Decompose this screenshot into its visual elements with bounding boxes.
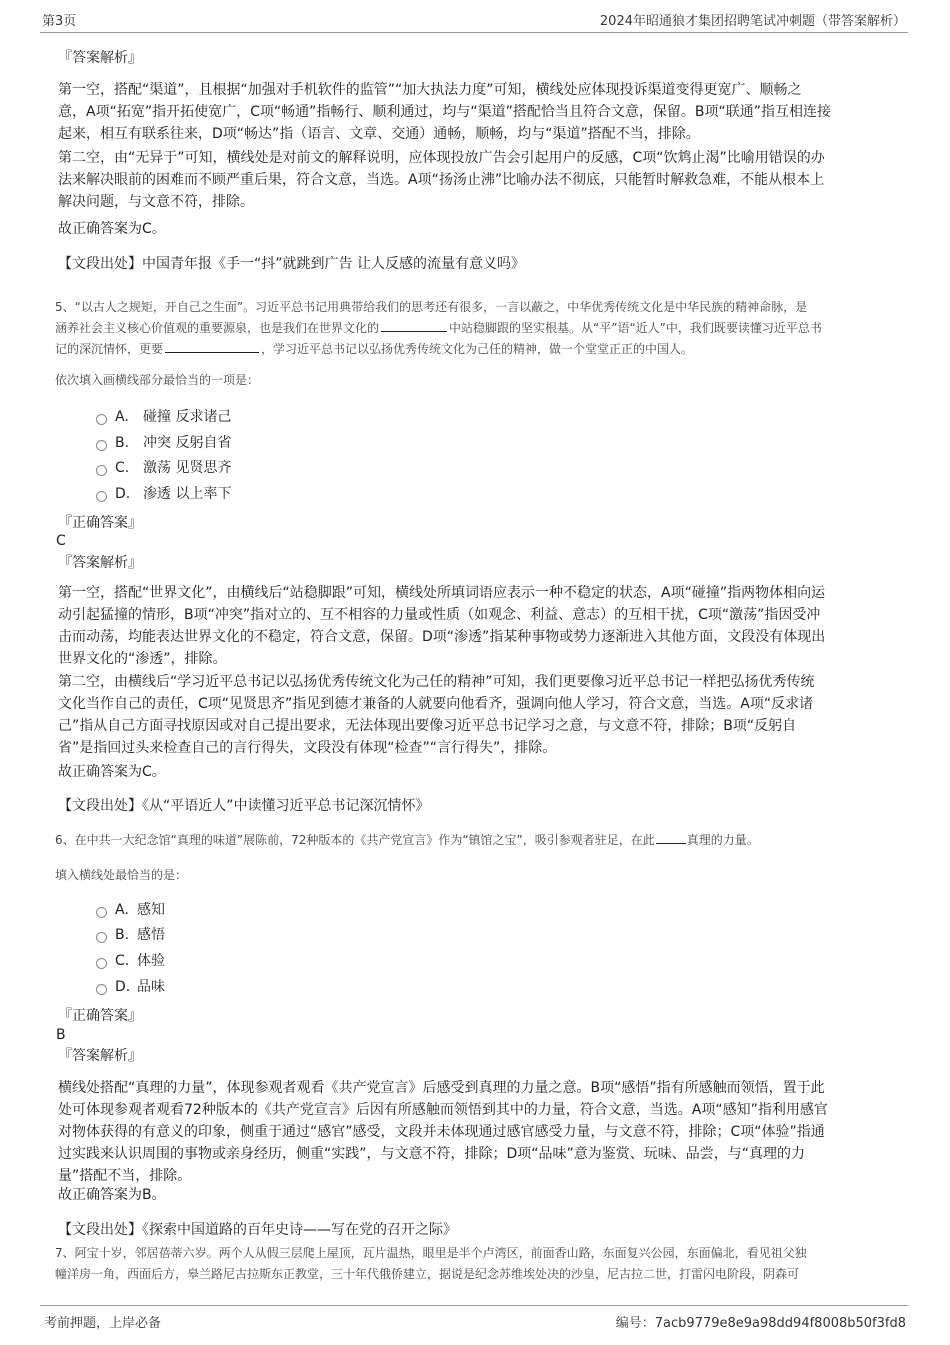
radio-button[interactable] [96, 465, 107, 476]
option-c[interactable] [96, 458, 231, 478]
radio-button[interactable] [96, 440, 107, 451]
option-b[interactable] [96, 925, 165, 945]
option-text: 渗透 以上率下 [143, 486, 232, 502]
analysis-paragraph-2 [58, 147, 825, 213]
option-text: 品味 [137, 979, 165, 995]
option-text: 体验 [137, 953, 165, 969]
option-key: C. [115, 460, 130, 476]
analysis-paragraph-2 [58, 671, 815, 759]
text-segment: 6、在中共一大纪念馆“真理的味道”展陈前，72种版本的《共产党宣言》作为“镇馆之宝”，吸引参观者驻足，在此 [55, 833, 655, 847]
radio-button[interactable] [96, 984, 107, 995]
source: 【文段出处】中国青年报《手一“抖”就跳到广告 让人反感的流量有意义吗》 [58, 256, 525, 272]
correct-answer-label: 『正确答案』 [58, 515, 142, 531]
option-key: B. [115, 927, 130, 943]
text-line [55, 339, 822, 360]
conclusion: 故正确答案为C。 [58, 764, 166, 780]
text-segment: 中站稳脚跟的坚实根基。从“平”语“近人”中，我们既要读懂习近平总书 [449, 321, 822, 335]
text-line: 处可体现参观者观看72种版本的《共产党宣言》后因有所感触而领悟到其中的力量，符合文意，当选。A项“感知”指利用感官 [58, 1102, 828, 1118]
correct-answer: C [56, 533, 66, 549]
radio-button[interactable] [96, 414, 107, 425]
text-line: 解决问题，与文意不符，排除。 [58, 194, 254, 210]
question-6-text [55, 830, 759, 851]
text-line: 己”指从自己方面寻找原因或对自己提出要求，无法体现出要像习近平总书记学习之意，与文意不符，排除；B项“反躬自 [58, 718, 797, 734]
radio-button[interactable] [96, 958, 107, 969]
question-5-text [55, 297, 822, 360]
text-line: 幢洋房一角，西面后方，皋兰路尼古拉斯东正教堂，三十年代俄侨建立，据说是纪念苏维埃处决的沙皇，尼古拉二世，打雷闪电阶段，阴森可 [55, 1267, 800, 1281]
option-c[interactable] [96, 951, 165, 971]
text-line: 法来解决眼前的困难而不顾严重后果，符合文意，当选。A项“扬汤止沸”比喻办法不彻底，只能暂时解救急难，不能从根本上 [58, 172, 825, 188]
correct-answer-label: 『正确答案』 [58, 1008, 142, 1024]
analysis-label: 『答案解析』 [58, 1048, 142, 1064]
option-key: A. [115, 902, 129, 918]
question-7-text [55, 1243, 807, 1285]
question-prompt: 填入横线处最恰当的是： [55, 868, 188, 882]
text-line: 5、“以古人之规矩，开自己之生面”。习近平总书记用典带给我们的思考还有很多，一言以蔽之，中华优秀传统文化是中华民族的精神命脉，是 [55, 300, 808, 314]
option-key: A. [115, 409, 129, 425]
blank-line [381, 319, 447, 332]
footer-slogan: 考前押题，上岸必备 [44, 1316, 162, 1331]
analysis-paragraph-1 [58, 79, 831, 145]
document-title: 2024年昭通狼才集团招聘笔试冲刺题（带答案解析） [599, 14, 906, 29]
option-a[interactable] [96, 900, 165, 920]
radio-button[interactable] [96, 491, 107, 502]
option-key: B. [115, 435, 130, 451]
text-line: 7、阿宝十岁，邻居蓓蒂六岁。两个人从假三层爬上屋顶，瓦片温热，眼里是半个卢湾区，前面香山路，东面复兴公园，东面偏北，看见祖父独 [55, 1246, 807, 1260]
option-text: 冲突 反躬自省 [143, 435, 232, 451]
text-line: 第一空，搭配“渠道”，且根据“加强对手机软件的监管”“加大执法力度”可知，横线处应体现投诉渠道变得更宽广、顺畅之 [58, 82, 802, 98]
text-line: 过实践来认识周围的事物或亲身经历，侧重“实践”，与文意不符，排除；D项“品味”意为鉴赏、玩味、品尝，与“真理的力 [58, 1146, 806, 1162]
text-line: 对物体获得的有意义的印象，侧重于通过“感官”感受，文段并未体现通过感官感受力量，与文意不符，排除；C项“体验”指通 [58, 1124, 825, 1140]
conclusion: 故正确答案为C。 [58, 221, 166, 237]
text-line: 第二空，由横线后“学习近平总书记以弘扬优秀传统文化为己任的精神”可知，我们更要像习近平总书记一样把弘扬优秀传统 [58, 674, 815, 690]
text-line [55, 318, 822, 339]
footer-divider [40, 1305, 908, 1306]
text-segment: 真理的力量。 [686, 833, 759, 847]
option-text: 激荡 见贤思齐 [143, 460, 232, 476]
text-segment: 涵养社会主义核心价值观的重要源泉，也是我们在世界文化的 [55, 321, 380, 335]
text-line: 第一空，搭配“世界文化”，由横线后“站稳脚跟”可知，横线处所填词语应表示一种不稳定的状态，A项“碰撞”指两物体相向运 [58, 585, 826, 601]
option-text: 感悟 [137, 927, 165, 943]
text-line: 文化当作自己的责任，C项“见贤思齐”指见到德才兼备的人就要向他看齐，强调向他人学习，符合文意，当选。A项“反求诸 [58, 696, 814, 712]
header-divider [40, 32, 908, 33]
text-line: 世界文化的“渗透”，排除。 [58, 651, 227, 667]
text-line: 量”搭配不当，排除。 [58, 1168, 192, 1184]
text-line: 横线处搭配“真理的力量”，体现参观者观看《共产党宣言》后感受到真理的力量之意。B项“感悟”指有所感触而领悟，置于此 [58, 1080, 825, 1096]
text-segment: ，学习近平总书记以弘扬优秀传统文化为己任的精神，做一个堂堂正正的中国人。 [261, 342, 694, 356]
analysis-label: 『答案解析』 [58, 50, 142, 66]
blank-line [656, 831, 686, 844]
text-line: 省”是指回过头来检查自己的言行得失，文段没有体现“检查”“言行得失”，排除。 [58, 740, 557, 756]
option-key: D. [115, 486, 131, 502]
page-number: 第3页 [42, 14, 77, 29]
blank-line [165, 340, 259, 353]
correct-answer: B [56, 1027, 66, 1043]
option-b[interactable] [96, 433, 231, 453]
document-id: 编号：7acb9779e8e9a98dd94f8008b50f3fd8 [615, 1316, 906, 1331]
conclusion: 故正确答案为B。 [58, 1187, 166, 1203]
option-key: C. [115, 953, 130, 969]
text-line: 击而动荡，均能表达世界文化的不稳定，符合文意，保留。D项“渗透”指某种事物或势力逐渐进入其他方面，文段没有体现出 [58, 629, 826, 645]
option-key: D. [115, 979, 131, 995]
text-line: 动引起猛撞的情形，B项“冲突”指对立的、互不相容的力量或性质（如观念、利益、意志）的互相干扰，C项“激荡”指因受冲 [58, 607, 821, 623]
text-line: 起来，相互有联系往来，D项“畅达”指（语言、文章、交通）通畅，顺畅，均与“渠道”搭配不当，排除。 [58, 126, 700, 142]
radio-button[interactable] [96, 907, 107, 918]
option-text: 感知 [137, 902, 165, 918]
analysis-paragraph [58, 1077, 828, 1187]
text-line: 意，A项“拓宽”指开拓使宽广，C项“畅通”指畅行、顺利通过，均与“渠道”搭配恰当且符合文意，保留。B项“联通”指互相连接 [58, 104, 831, 120]
analysis-paragraph-1 [58, 582, 825, 670]
question-prompt: 依次填入画横线部分最恰当的一项是： [55, 373, 260, 387]
text-segment: 记的深沉情怀，更要 [55, 342, 164, 356]
analysis-label: 『答案解析』 [58, 555, 142, 571]
source: 【文段出处】《探索中国道路的百年史诗——写在党的召开之际》 [58, 1222, 457, 1238]
option-d[interactable] [96, 977, 165, 997]
source: 【文段出处】《从“平语近人”中读懂习近平总书记深沉情怀》 [58, 798, 430, 814]
option-text: 碰撞 反求诸己 [143, 409, 232, 425]
option-d[interactable] [96, 484, 231, 504]
option-a[interactable] [96, 407, 231, 427]
text-line: 第二空，由“无异于”可知，横线处是对前文的解释说明，应体现投放广告会引起用户的反感，C项“饮鸩止渴”比喻用错误的办 [58, 150, 825, 166]
radio-button[interactable] [96, 932, 107, 943]
